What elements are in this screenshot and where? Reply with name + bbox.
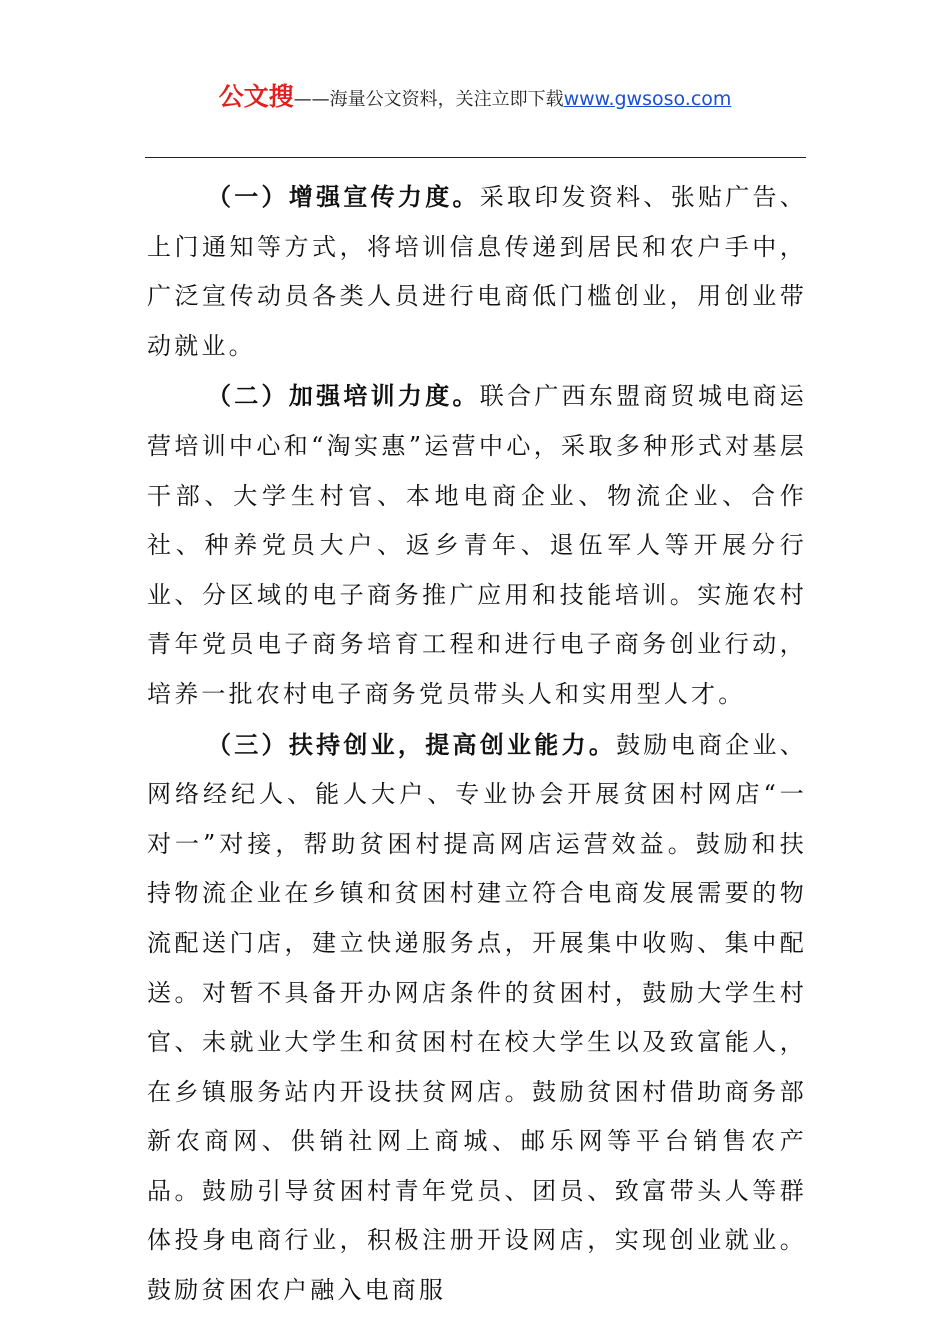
paragraph-3-heading: （三）扶持创业，提高创业能力。 <box>207 729 617 759</box>
header-tagline: ——海量公文资料，关注立即下载 <box>293 89 564 110</box>
paragraph-2 <box>147 371 807 719</box>
brand-name: 公文搜 <box>218 82 294 111</box>
header-divider <box>145 157 806 158</box>
paragraph-3 <box>147 720 807 1316</box>
website-link[interactable]: www.gwsoso.com <box>563 88 732 110</box>
paragraph-1 <box>147 172 807 371</box>
document-body <box>147 172 807 1316</box>
paragraph-1-text: 采取印发资料、张贴广告、上门通知等方式，将培训信息传递到居民和农户手中，广泛宣传动员各类人员进行电商低门槛创业，用创业带动就业。 <box>147 183 807 360</box>
paragraph-3-text: 鼓励电商企业、网络经纪人、能人大户、专业协会开展贫困村网店“一对一”对接，帮助贫困村提高网店运营效益。鼓励和扶持物流企业在乡镇和贫困村建立符合电商发展需要的物流配送门店，建立快递服务点，开展集中收购、集中配送。对暂不具备开办网店条件的贫困村，鼓励大学生村官、未就业大学生和贫困村在校大学生以及致富能人，在乡镇服务站内开设扶贫网店。鼓励贫困村借助商务部新农商网、供销社网上商城、邮乐网等平台销售农产品。鼓励引导贫困村青年党员、团员、致富带头人等群体投身电商行业，积极注册开设网店，实现创业就业。鼓励贫困农户融入电商服 <box>147 730 807 1305</box>
paragraph-2-heading: （二）加强培训力度。 <box>207 381 480 411</box>
paragraph-1-heading: （一）增强宣传力度。 <box>207 182 480 211</box>
paragraph-2-text: 联合广西东盟商贸城电商运营培训中心和“淘实惠”运营中心，采取多种形式对基层干部、大学生村官、本地电商企业、物流企业、合作社、种养党员大户、返乡青年、退伍军人等开展分行业、分区域的电子商务推广应用和技能培训。实施农村青年党员电子商务培育工程和进行电子商务创业行动，培养一批农村电子商务党员带头人和实用型人才。 <box>147 382 807 708</box>
page-header <box>0 80 950 117</box>
